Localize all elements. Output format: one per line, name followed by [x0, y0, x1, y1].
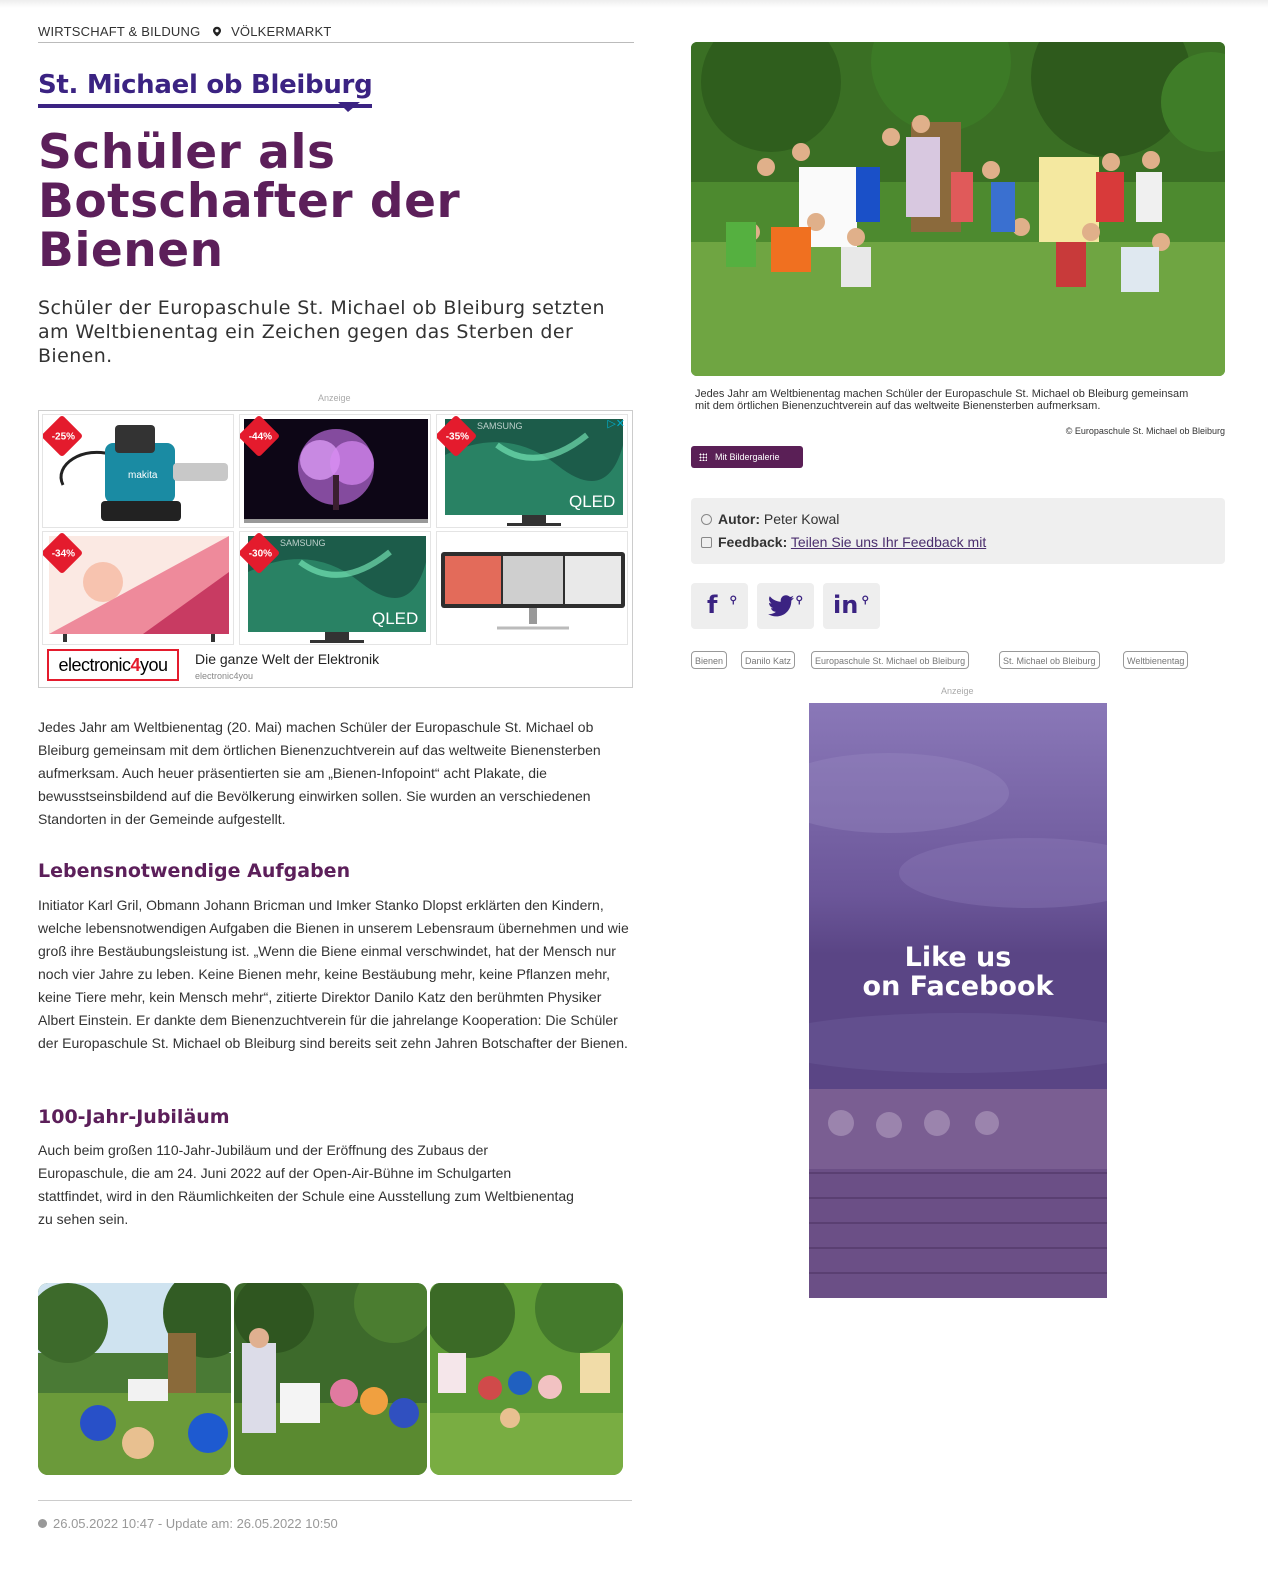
grid-icon — [699, 453, 707, 461]
share-twitter-button[interactable] — [757, 583, 814, 629]
link-icon: ⚲ — [795, 595, 803, 606]
discount-badge: -25% — [42, 415, 83, 457]
discount-badge: -30% — [239, 532, 280, 574]
location-pin-icon — [213, 26, 221, 37]
facebook-icon: f — [707, 591, 718, 619]
hero-image[interactable] — [691, 42, 1225, 376]
discount-badge: -34% — [42, 532, 83, 574]
footer-divider — [38, 1500, 632, 1501]
svg-text:QLED: QLED — [569, 492, 616, 511]
breadcrumb-section[interactable]: WIRTSCHAFT & BILDUNG — [38, 24, 201, 39]
tag-bienen[interactable]: Bienen — [691, 651, 727, 669]
feedback-label: Feedback: — [718, 534, 788, 550]
gallery-thumbnail-1[interactable] — [38, 1283, 231, 1475]
hero-caption: Jedes Jahr am Weltbienentag machen Schüler der Europaschule St. Michael ob Bleiburg gemeinsam mit dem örtlichen Bienenzuchtverein auf das weltweite Bienensterben aufmerksam. — [695, 388, 1189, 412]
twitter-icon — [768, 595, 794, 617]
ad-product-nanocell-tv[interactable] — [42, 531, 234, 645]
article-paragraph-2: Initiator Karl Gril, Obmann Johann Bricman und Imker Stanko Dlopst erklärten den Kindern, welche lebensnotwendigen Aufgaben die Bienen in unserem Lebensraum übernehmen und wie groß ihre Bestäubungsleistung ist. „Wenn die Biene einmal verschwindet, hat der Mensch nur noch vier Jahre zu leben. Keine Bienen mehr, keine Bestäubung mehr, keine Pflanzen mehr, keine Tiere mehr, kein Mensch mehr“, zitierte Direktor Danilo Katz den berühmten Physiker Albert Einstein. Er dankte dem Bienenzuchtverein für die jahrelange Kooperation: Die Schüler der Europaschule St. Michael ob Bleiburg sind bereits seit zehn Jahren Botschafter der Bienen. — [38, 897, 629, 1051]
breadcrumb-location[interactable]: VÖLKERMARKT — [231, 24, 332, 39]
user-icon — [701, 514, 712, 525]
ad-label: Anzeige — [941, 686, 974, 696]
gallery-photo-2 — [234, 1283, 427, 1475]
svg-text:QLED: QLED — [372, 609, 419, 628]
electronic4you-logo[interactable]: electronic4you — [47, 649, 179, 681]
discount-badge: -35% — [436, 415, 477, 457]
gallery-button-label: Mit Bildergalerie — [715, 452, 780, 462]
svg-text:makita: makita — [128, 470, 158, 481]
gallery-photo-3 — [430, 1283, 623, 1475]
adchoices-icon[interactable]: ▷✕ — [607, 418, 625, 430]
electronic4you-ad[interactable] — [38, 410, 633, 688]
ad-product-grease-gun[interactable] — [42, 414, 234, 528]
curved-monitor-image — [437, 532, 628, 645]
author-row — [701, 511, 839, 527]
share-facebook-button[interactable] — [691, 583, 748, 629]
subheading-jubilaeum: 100-Jahr-Jubiläum — [38, 1106, 230, 1128]
author-label: Autor: — [718, 511, 760, 527]
tag-weltbienentag[interactable]: Weltbienentag — [1123, 651, 1188, 669]
gallery-thumbnail-3[interactable] — [430, 1283, 623, 1475]
photo-credit: © Europaschule St. Michael ob Bleiburg — [1065, 426, 1225, 436]
top-shadow-bar — [0, 0, 1268, 8]
gallery-button[interactable] — [691, 446, 803, 468]
svg-text:SAMSUNG: SAMSUNG — [477, 421, 523, 431]
subheading-lebensnotwendige: Lebensnotwendige Aufgaben — [38, 860, 351, 882]
facebook-ad-text[interactable] — [809, 943, 1107, 1001]
ad-tagline[interactable]: Die ganze Welt der Elektronik — [195, 651, 380, 667]
article-headline: Schüler als Botschafter der Bienen — [38, 125, 461, 278]
article-paragraph-3: Auch beim großen 110-Jahr-Jubiläum und der Eröffnung des Zubaus der Europaschule, die am 24. Juni 2022 auf der Open-Air-Bühne im Schulgarten stattfindet, wird in den Räumlichkeiten der Schule eine Ausstellung zum Weltbienentag zu sehen sein. — [38, 1142, 574, 1227]
article-kicker[interactable]: St. Michael ob Bleiburg — [38, 70, 372, 108]
ad-product-monitor[interactable] — [436, 531, 628, 645]
breadcrumb — [38, 24, 634, 43]
tag-europaschule[interactable]: Europaschule St. Michael ob Bleiburg — [811, 651, 969, 669]
linkedin-icon: in — [833, 591, 859, 619]
ad-product-qled-tv[interactable] — [436, 414, 628, 528]
fb-ad-line-2: on Facebook — [862, 971, 1054, 1002]
message-icon — [701, 537, 712, 548]
fb-ad-line-1: Like us — [904, 942, 1012, 973]
share-linkedin-button[interactable] — [823, 583, 880, 629]
author-box — [691, 498, 1225, 564]
group-photo — [691, 42, 1225, 376]
feedback-row — [701, 534, 986, 550]
gallery-thumbnail-2[interactable] — [234, 1283, 427, 1475]
ad-product-qled-tv-2[interactable] — [239, 531, 431, 645]
article-paragraph-1: Jedes Jahr am Weltbienentag (20. Mai) machen Schüler der Europaschule St. Michael ob Bleiburg gemeinsam mit dem örtlichen Bienenzuchtverein auf das weltweite Bienensterben aufmerksam. Auch heuer präsentierten sie am „Bienen-Infopoint“ acht Plakate, die bewusstseinsbildend auf die Bevölkerung einwirken sollen. Sie wurden an verschiedenen Standorten in der Gemeinde aufgestellt. — [38, 719, 601, 827]
ad-product-oled-tv[interactable] — [239, 414, 431, 528]
ad-label: Anzeige — [318, 393, 351, 403]
clock-icon — [38, 1519, 47, 1528]
feedback-link[interactable]: Teilen Sie uns Ihr Feedback mit — [790, 534, 987, 550]
article-lead: Schüler der Europaschule St. Michael ob Bleiburg setzten am Weltbienentag ein Zeichen gegen das Sterben der Bienen. — [38, 297, 605, 367]
kicker-tail — [338, 102, 360, 112]
link-icon: ⚲ — [729, 595, 737, 606]
tag-st-michael[interactable]: St. Michael ob Bleiburg — [999, 651, 1100, 669]
gallery-photo-1 — [38, 1283, 231, 1475]
publish-date — [38, 1516, 338, 1531]
publish-date-text: 26.05.2022 10:47 - Update am: 26.05.2022 10:50 — [53, 1516, 338, 1531]
author-name: Peter Kowal — [763, 511, 840, 527]
svg-text:SAMSUNG: SAMSUNG — [280, 538, 326, 548]
link-icon: ⚲ — [861, 595, 869, 606]
ad-domain[interactable]: electronic4you — [195, 671, 254, 681]
discount-badge: -44% — [239, 415, 280, 457]
tag-danilo-katz[interactable]: Danilo Katz — [741, 651, 795, 669]
facebook-ad[interactable] — [809, 703, 1107, 1298]
